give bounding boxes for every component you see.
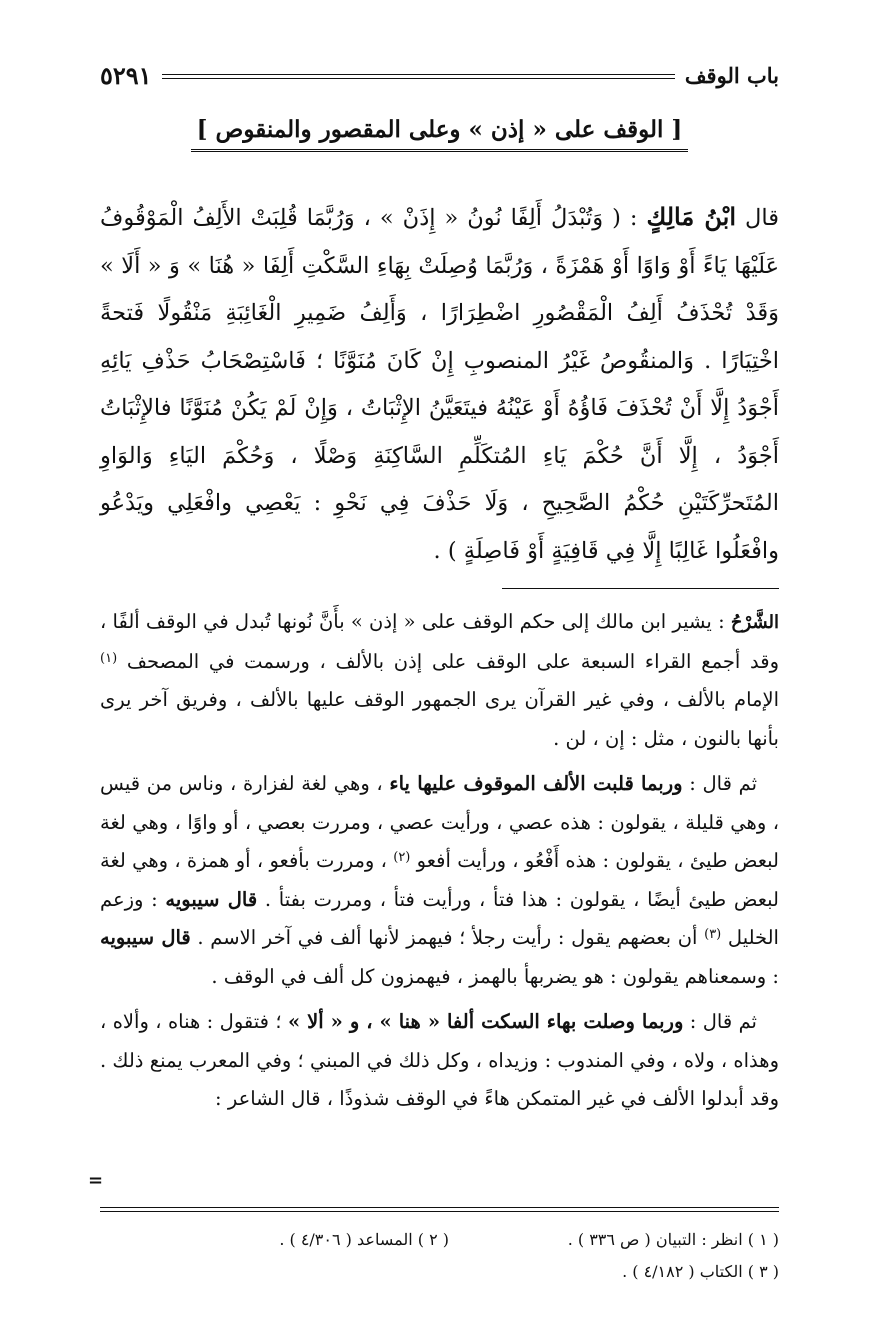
- footnote-divider: [100, 1207, 779, 1212]
- footnote-ref-3: (٣): [704, 927, 722, 942]
- continuation-mark: =: [88, 1170, 104, 1191]
- matn-text: [100, 193, 779, 575]
- commentary-paragraph-2: [100, 765, 779, 996]
- footnote-2: ( ٢ ) المساعد ( ٤/٣٠٦ ) .: [279, 1230, 449, 1249]
- footnotes: [100, 1224, 779, 1288]
- matn-body: : ( وَتُبْدَلُ أَلِفًا نُونُ « إِذَنْ » ، وَرُبَّمَا قُلِبَتْ الأَلِفُ الْمَوْقُوفُ عَلَيْهَا يَاءً أَوْ وَاوًا أَوْ هَمْزَةً ، وَرُبَّمَا وُصِلَتْ بِهَاءِ السَّكْتِ أَلِفَا « هُنَا » وَ « أَلَا » وَقَدْ تُحْذَفُ أَلِفُ الْمَقْصُورِ اضْطِرَارًا ، وَأَلِفُ ضَمِيرِ الْغَائِبَةِ مَنْقُولًا فَتحةً اخْتِيَارًا . وَالمنقُوصُ غَيْرُ المنصوبِ إِنْ كَانَ مُنَوَّنًا ؛ فَاسْتِصْحَابُ حَذْفِ يَائِهِ أَجْوَدُ إِلَّا أَنْ تُحْذَفَ فَاؤُهُ أَوْ عَيْنُهُ فيتَعَيَّنُ الإِثْبَاتُ ، وَإِنْ لَمْ يَكُنْ مُنَوَّنًا فالإِثْبَاتُ أَجْوَدُ ، إِلَّا أَنَّ حُكْمَ يَاءِ المُتكَلِّمِ السَّاكِنَةِ وَصْلًا ، وَحُكْمَ اليَاءِ وَالوَاوِ المُتَحرِّكَتَيْنِ حُكْمُ الصَّحِيحِ ، وَلَا حَذْفَ فِي نَحْوِ : يَعْصِي وافْعَلِي ويَدْعُو وافْعَلُوا غَالِبًا إِلَّا فِي قَافِيَةٍ أَوْ فَاصِلَةٍ ) .: [100, 205, 779, 564]
- commentary-paragraph-3: [100, 1003, 779, 1119]
- page-number: ٥٢٩١: [100, 60, 152, 90]
- p3-quote: وربما وصلت بهاء السكت ألفا « هنا » ، و « ألا »: [287, 1010, 684, 1033]
- section-title: [0, 116, 879, 152]
- footnote-ref-1: (١): [100, 650, 118, 666]
- footnote-row: [100, 1224, 779, 1256]
- p2-text-b: ، ومررت بأفعو ، أو همزة ، وهي لغة لبعض طيئ أيضًا ، يقولون : هذا فتأ ، ورأيت فتأ ، ومررت بفتأ .: [100, 849, 779, 911]
- footnote-ref-2: (٢): [393, 850, 411, 865]
- p2-text-e: : وسمعناهم يقولون : هو يضربهأ بالهمز ، فيهمزون كل ألف في الوقف .: [211, 964, 779, 988]
- running-header: [100, 58, 779, 92]
- p2-text-a: ، وهي لغة لفزارة ، وناس من قيس ، وهي قليلة ، يقولون : هذه عصي ، ورأيت عصي ، ومررت بعصي ، أو واوًا ، وهي لغة لبعض طيئ ، يقولون : هذه أَفْعُو ، ورأيت أفعو: [100, 772, 779, 872]
- sibawayh-label-2: قال سيبويه: [100, 926, 191, 949]
- footnote-3: ( ٣ ) الكتاب ( ٤/١٨٢ ) .: [622, 1262, 779, 1281]
- p2-text-c: : وزعم الخليل: [100, 887, 779, 949]
- p2-intro: ثم قال :: [689, 772, 758, 795]
- section-title-text: [ الوقف على « إذن » وعلى المقصور والمنقوص ]: [191, 116, 689, 152]
- author-name: ابْنُ مَالِكٍ: [646, 202, 737, 231]
- sibawayh-label-1: قال سيبويه: [165, 887, 258, 911]
- p1-text-a: : يشير ابن مالك إلى حكم الوقف على « إذن » بأَنَّ نُونها تُبدل في الوقف ألفًا ، وقد أجمع القراء السبعة على الوقف على إذن بالألف ، ورسمت في المصحف: [100, 610, 779, 673]
- commentary-paragraph-1: [100, 603, 779, 758]
- footnote-1: ( ١ ) انظر : التبيان ( ص ٣٣٦ ) .: [567, 1230, 779, 1249]
- header-rule: [162, 74, 675, 79]
- p1-text-b: الإمام بالألف ، وفي غير القرآن يرى الجمهور الوقف عليها بالألف ، وفريق آخر يرى بأنها بالنون ، مثل : إن ، لن .: [100, 688, 779, 750]
- matn-intro: قال: [745, 205, 780, 231]
- commentary: [100, 603, 779, 1119]
- sharh-label: الشَّرْحُ: [730, 612, 779, 633]
- chapter-title: باب الوقف: [684, 62, 779, 88]
- p3-intro: ثم قال :: [689, 1010, 757, 1033]
- p3-text-a: ؛ فتقول : هناه ، وألاه ، وهذاه ، ولاه ، وفي المندوب : وزيداه ، وكل ذلك في المبني ؛ وفي المعرب يمنع ذلك . وقد أبدلوا الألف في غير المتمكن هاءً في الوقف شذوذًا ، قال الشاعر :: [100, 1010, 779, 1110]
- footnote-row: [100, 1256, 779, 1288]
- matn-divider: [502, 588, 779, 589]
- p2-quote: وربما قلبت الألف الموقوف عليها ياء: [389, 772, 683, 795]
- p2-text-d: أن بعضهم يقول : رأيت رجلأ ؛ فيهمز لأنها ألف في آخر الاسم .: [197, 926, 698, 949]
